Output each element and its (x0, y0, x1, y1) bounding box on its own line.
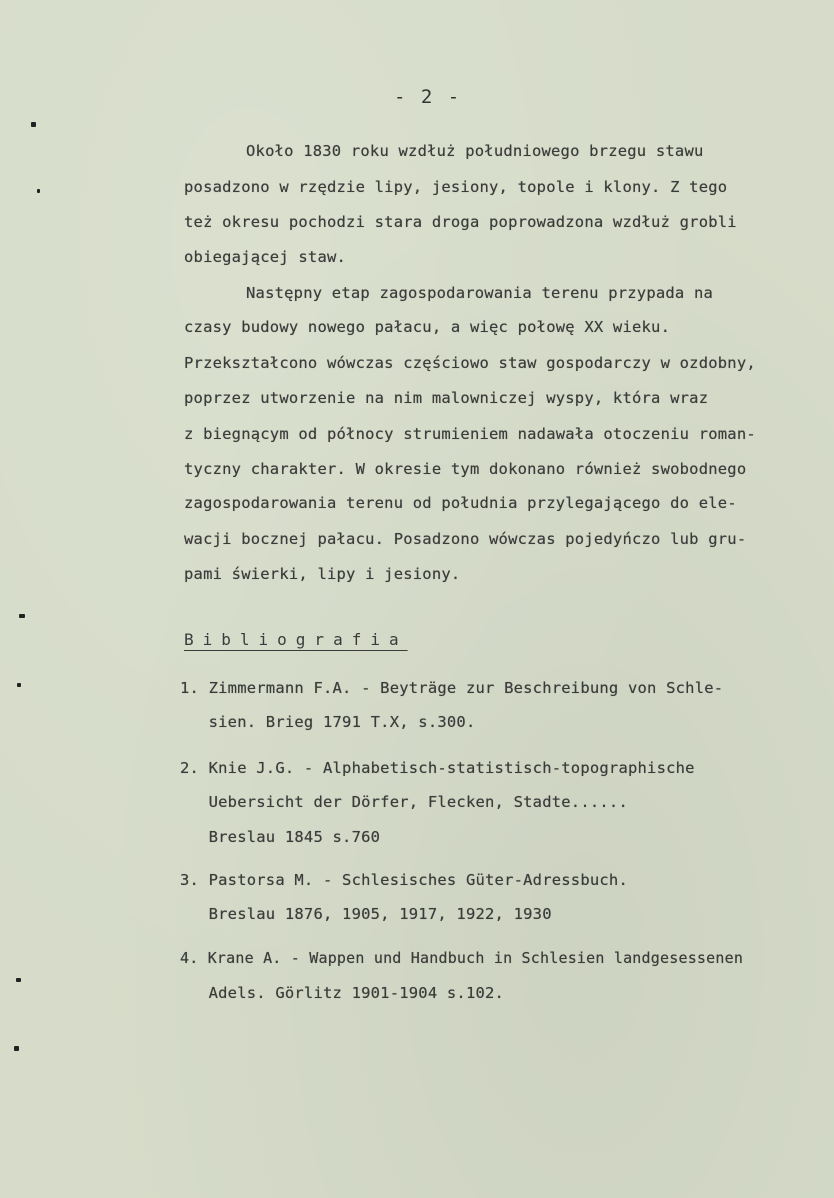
bibliography-entry-1-line-1: 1. Zimmermann F.A. - Beyträge zur Beschreibung von Schle- (180, 679, 724, 697)
paragraph-2-line-6: tyczny charakter. W okresie tym dokonano również swobodnego (184, 460, 747, 478)
paragraph-2-line-8: wacji bocznej pałacu. Posadzono wówczas pojedyńczo lub gru- (184, 530, 747, 548)
bibliography-entry-3-line-1: 3. Pastorsa M. - Schlesisches Güter-Adressbuch. (180, 871, 628, 889)
bibliography-entry-4-line-1: 4. Krane A. - Wappen und Handbuch in Schlesien landgesessenen (180, 949, 744, 967)
margin-mark (31, 122, 36, 127)
paragraph-2-line-5: z biegnącym od północy strumieniem nadawała otoczeniu roman- (184, 425, 756, 443)
paragraph-2-line-3: Przekształcono wówczas częściowo staw gospodarczy w ozdobny, (184, 354, 756, 372)
paragraph-1-line-2: posadzono w rzędzie lipy, jesiony, topole i klony. Z tego (184, 178, 728, 196)
bibliography-entry-1-line-2: sien. Brieg 1791 T.X, s.300. (180, 713, 476, 731)
paragraph-1-line-1: Około 1830 roku wzdłuż południowego brzegu stawu (246, 142, 704, 160)
margin-mark (14, 1046, 19, 1051)
paragraph-1-line-4: obiegającej staw. (184, 248, 347, 266)
paragraph-2-line-7: zagospodarowania terenu od południa przylegającego do ele- (184, 494, 737, 512)
margin-mark (16, 978, 21, 982)
bibliography-entry-4-line-2: Adels. Görlitz 1901-1904 s.102. (180, 984, 505, 1002)
bibliography-entry-2-line-3: Breslau 1845 s.760 (180, 828, 381, 846)
paragraph-2-line-2: czasy budowy nowego pałacu, a więc połowę XX wieku. (184, 318, 671, 336)
bibliography-entry-2-line-2: Uebersicht der Dörfer, Flecken, Stadte...... (180, 793, 628, 811)
paragraph-1-line-3: też okresu pochodzi stara droga poprowadzona wzdłuż grobli (184, 213, 737, 231)
page-number: - 2 - (394, 86, 462, 108)
margin-mark (19, 614, 25, 618)
margin-mark (37, 189, 40, 193)
bibliography-entry-2-line-1: 2. Knie J.G. - Alphabetisch-statistisch-topographische (180, 759, 695, 777)
margin-mark (17, 683, 21, 687)
paragraph-2-line-1: Następny etap zagospodarowania terenu przypada na (246, 284, 714, 302)
bibliography-heading: Bibliografia (184, 630, 408, 649)
paragraph-2-line-4: poprzez utworzenie na nim malowniczej wyspy, która wraz (184, 389, 709, 407)
bibliography-entry-3-line-2: Breslau 1876, 1905, 1917, 1922, 1930 (180, 905, 552, 923)
paragraph-2-line-9: pami świerki, lipy i jesiony. (184, 565, 461, 583)
